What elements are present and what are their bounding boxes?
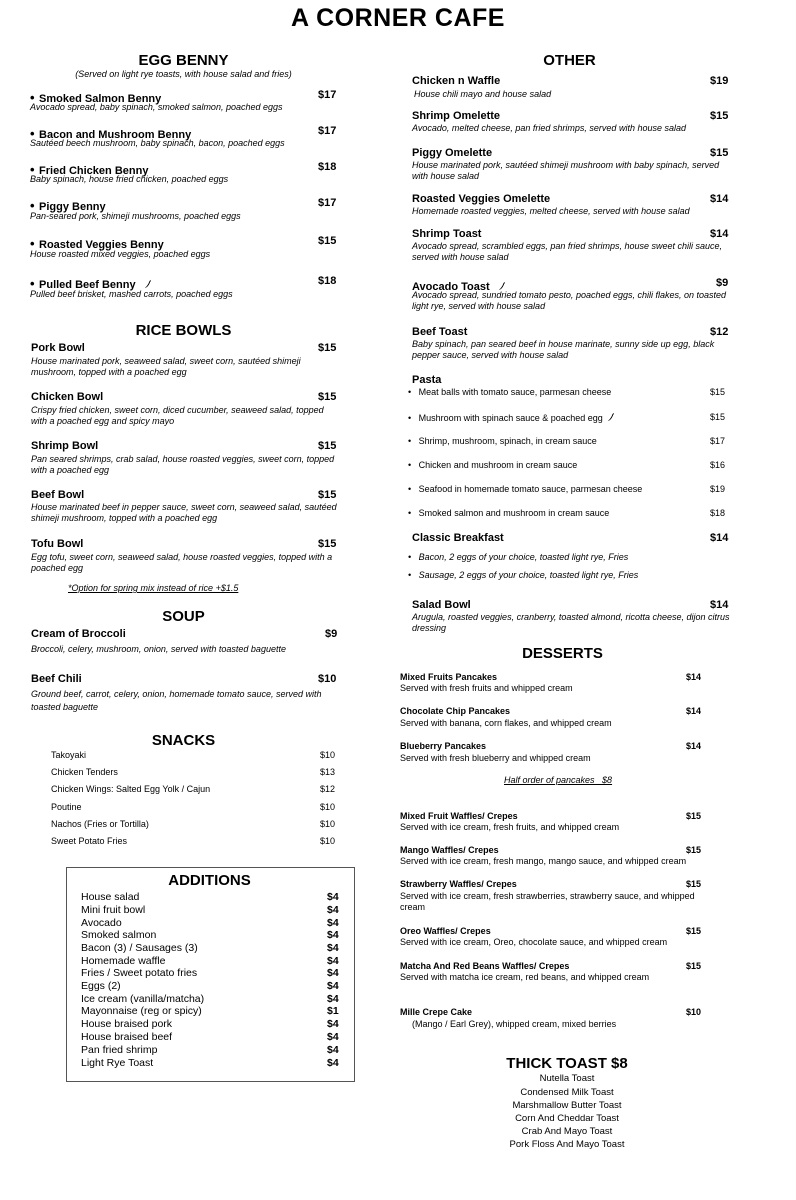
dessert-desc: Served with ice cream, Oreo, chocolate sauce, and whipped cream xyxy=(400,937,668,947)
toast-item: Corn And Cheddar Toast xyxy=(515,1113,619,1124)
dessert-desc: Served with ice cream, fresh mango, mango sauce, and whipped cream xyxy=(400,856,687,866)
snack-price: $10 xyxy=(320,819,336,829)
item-name: Beef Chili xyxy=(31,673,82,685)
item-desc: Egg tofu, sweet corn, seaweed salad, house roasted veggies, topped with a poached egg xyxy=(31,552,333,573)
item-desc: Pan-seared pork, shimeji mushrooms, poached eggs xyxy=(30,211,241,221)
pasta-name: Shrimp, mushroom, spinach, in cream sauce xyxy=(418,436,597,446)
bullet: • xyxy=(30,90,35,105)
addition-name: Light Rye Toast xyxy=(81,1057,154,1069)
item-name: Smoked Salmon Benny xyxy=(39,93,162,105)
item-name: Chicken n Waffle xyxy=(412,75,501,87)
soup-heading: SOUP xyxy=(162,608,205,625)
dessert-desc: (Mango / Earl Grey), whipped cream, mixed berries xyxy=(412,1019,617,1029)
item-desc: Pan seared shrimps, crab salad, house roasted veggies, sweet corn, topped with a poached egg xyxy=(31,454,335,475)
page-title: A CORNER CAFE xyxy=(291,4,505,32)
bullet: • xyxy=(408,387,412,397)
dessert-name: Mille Crepe Cake xyxy=(400,1007,473,1017)
item-name: Pulled Beef Benny xyxy=(39,279,136,291)
item-desc: Baby spinach, house fried chicken, poached eggs xyxy=(30,174,229,184)
addition-price: $4 xyxy=(327,929,339,941)
item-price: $15 xyxy=(710,110,729,122)
item-price: $15 xyxy=(318,538,337,550)
dessert-desc: Served with ice cream, fresh strawberries, strawberry sauce, and whipped cream xyxy=(400,891,695,912)
item-price: $12 xyxy=(710,326,729,338)
item-name: Roasted Veggies Benny xyxy=(39,239,164,251)
item-desc: Avocado, melted cheese, pan fried shrimps, served with house salad xyxy=(412,123,686,133)
addition-price: $4 xyxy=(327,942,339,954)
dessert-price: $15 xyxy=(686,879,702,889)
pasta-item xyxy=(408,484,642,494)
addition-price: $4 xyxy=(327,967,339,979)
addition-name: Ice cream (vanilla/matcha) xyxy=(81,993,205,1005)
snack-price: $12 xyxy=(320,784,336,794)
addition-price: $4 xyxy=(327,955,339,967)
addition-name: Homemade waffle xyxy=(81,955,166,967)
chili-pepper-icon xyxy=(607,412,616,422)
item-name: Shrimp Bowl xyxy=(31,440,99,452)
pasta-name: Mushroom with spinach sauce & poached egg xyxy=(418,413,603,423)
pasta-item xyxy=(408,508,609,518)
item-price: $19 xyxy=(710,75,729,87)
bullet: • xyxy=(408,460,412,470)
snack-name: Sweet Potato Fries xyxy=(51,836,128,846)
item-name: Pork Bowl xyxy=(31,342,85,354)
item-price: $17 xyxy=(318,125,337,137)
egg-benny-heading: EGG BENNY xyxy=(138,52,229,69)
bullet: • xyxy=(30,126,35,141)
item-price: $15 xyxy=(318,342,337,354)
dessert-name: Strawberry Waffles/ Crepes xyxy=(400,879,517,889)
dessert-name: Blueberry Pancakes xyxy=(400,741,487,751)
item-price: $15 xyxy=(318,391,337,403)
item-price: $18 xyxy=(318,275,337,287)
item-price: $17 xyxy=(318,197,337,209)
snacks-heading: SNACKS xyxy=(151,732,216,749)
dessert-price: $14 xyxy=(686,741,702,751)
bullet: • xyxy=(408,570,412,580)
snack-price: $10 xyxy=(320,750,336,760)
toast-item: Crab And Mayo Toast xyxy=(521,1126,613,1137)
rice-bowls-heading: RICE BOWLS xyxy=(135,322,232,339)
item-desc: Baby spinach, pan seared beef in house marinate, sunny side up egg, black pepper sauce, served with house salad xyxy=(412,339,715,360)
addition-price: $1 xyxy=(327,1005,339,1017)
item-price: $9 xyxy=(716,277,729,289)
snack-name: Takoyaki xyxy=(51,750,87,760)
addition-name: Smoked salmon xyxy=(81,929,157,941)
breakfast-option xyxy=(408,552,628,562)
dessert-price: $15 xyxy=(686,845,702,855)
bullet: • xyxy=(408,413,412,423)
item-desc: Pulled beef brisket, mashed carrots, poached eggs xyxy=(30,289,233,299)
item-desc: House marinated pork, sautéed shimeji mushroom with baby spinach, served with house salad xyxy=(412,160,720,181)
dessert-name: Mixed Fruits Pancakes xyxy=(400,672,498,682)
item-desc: Avocado spread, scrambled eggs, pan fried shrimps, house sweet chili sauce, served with house salad xyxy=(412,241,722,262)
addition-price: $4 xyxy=(327,1044,339,1056)
dessert-name: Mango Waffles/ Crepes xyxy=(400,845,499,855)
snack-price: $10 xyxy=(320,802,336,812)
toast-item: Condensed Milk Toast xyxy=(520,1087,614,1098)
item-desc: House chili mayo and house salad xyxy=(414,89,552,99)
dessert-desc: Served with matcha ice cream, red beans, and whipped cream xyxy=(400,972,650,982)
addition-name: Avocado xyxy=(81,917,122,929)
addition-price: $4 xyxy=(327,904,339,916)
snack-name: Poutine xyxy=(51,802,82,812)
item-price: $15 xyxy=(318,489,337,501)
pasta-name: Meat balls with tomato sauce, parmesan cheese xyxy=(418,387,612,397)
item-desc: Avocado spread, baby spinach, smoked salmon, poached eggs xyxy=(30,102,283,112)
item-name: Roasted Veggies Omelette xyxy=(412,193,551,205)
half-order-note: Half order of pancakes $8 xyxy=(504,775,613,785)
dessert-price: $14 xyxy=(686,672,702,682)
snack-name: Nachos (Fries or Tortilla) xyxy=(51,819,149,829)
bullet: • xyxy=(30,276,35,291)
addition-price: $4 xyxy=(327,980,339,992)
other-heading: OTHER xyxy=(543,52,596,69)
pasta-heading: Pasta xyxy=(412,374,442,386)
item-price: $14 xyxy=(710,193,729,205)
item-desc: House marinated beef in pepper sauce, sweet corn, seaweed salad, sautéed shimeji mushroom, topped with a poached egg xyxy=(31,502,337,523)
toast-item: Marshmallow Butter Toast xyxy=(512,1100,622,1111)
item-price: $9 xyxy=(325,628,338,640)
snack-name: Chicken Wings: Salted Egg Yolk / Cajun xyxy=(51,784,211,794)
dessert-desc: Served with fresh fruits and whipped cream xyxy=(400,683,573,693)
item-price: $18 xyxy=(318,161,337,173)
pasta-item xyxy=(408,460,577,470)
pasta-price: $16 xyxy=(710,460,726,470)
addition-price: $4 xyxy=(327,891,339,903)
bullet: • xyxy=(408,484,412,494)
addition-name: Pan fried shrimp xyxy=(81,1044,158,1056)
addition-name: House salad xyxy=(81,891,140,903)
item-price: $10 xyxy=(318,673,337,685)
addition-price: $4 xyxy=(327,1018,339,1030)
toast-item: Pork Floss And Mayo Toast xyxy=(509,1139,625,1150)
rice-option-note: *Option for spring mix instead of rice +$1.5 xyxy=(68,583,239,593)
additions-heading: ADDITIONS xyxy=(168,872,251,889)
item-name: Shrimp Omelette xyxy=(412,110,501,122)
addition-price: $4 xyxy=(327,993,339,1005)
pasta-name: Seafood in homemade tomato sauce, parmesan cheese xyxy=(418,484,643,494)
snack-price: $10 xyxy=(320,836,336,846)
item-name: Piggy Omelette xyxy=(412,147,493,159)
breakfast-option xyxy=(408,570,638,580)
thick-toast-heading: THICK TOAST $8 xyxy=(506,1055,628,1072)
addition-name: Bacon (3) / Sausages (3) xyxy=(81,942,198,954)
item-price: $15 xyxy=(318,235,337,247)
item-desc: Homemade roasted veggies, melted cheese, served with house salad xyxy=(412,206,690,216)
item-name: Salad Bowl xyxy=(412,599,471,611)
dessert-desc: Served with fresh blueberry and whipped cream xyxy=(400,753,591,763)
addition-price: $4 xyxy=(327,1031,339,1043)
item-name: Classic Breakfast xyxy=(412,532,504,544)
item-desc: Arugula, roasted veggies, cranberry, toasted almond, ricotta cheese, dijon citrus dressing xyxy=(412,612,730,633)
bullet: • xyxy=(408,436,412,446)
pasta-name: Smoked salmon and mushroom in cream sauce xyxy=(418,508,610,518)
pasta-item xyxy=(408,412,616,423)
snack-name: Chicken Tenders xyxy=(51,767,118,777)
bullet: • xyxy=(408,552,412,562)
item-price: $17 xyxy=(318,89,337,101)
snack-price: $13 xyxy=(320,767,336,777)
addition-name: Mayonnaise (reg or spicy) xyxy=(81,1005,202,1017)
addition-name: Eggs (2) xyxy=(81,980,121,992)
addition-name: Mini fruit bowl xyxy=(81,904,146,916)
addition-name: House braised beef xyxy=(81,1031,173,1043)
item-price: $14 xyxy=(710,228,729,240)
addition-name: House braised pork xyxy=(81,1018,173,1030)
item-name: Fried Chicken Benny xyxy=(39,165,149,177)
item-price: $15 xyxy=(710,147,729,159)
dessert-name: Mixed Fruit Waffles/ Crepes xyxy=(400,811,518,821)
dessert-price: $15 xyxy=(686,811,702,821)
dessert-desc: Served with banana, corn flakes, and whipped cream xyxy=(400,718,612,728)
dessert-name: Oreo Waffles/ Crepes xyxy=(400,926,491,936)
bullet: • xyxy=(30,198,35,213)
desserts-heading: DESSERTS xyxy=(522,645,603,662)
item-price: $15 xyxy=(318,440,337,452)
pasta-price: $15 xyxy=(710,412,726,422)
breakfast-option-text: Bacon, 2 eggs of your choice, toasted light rye, Fries xyxy=(418,552,629,562)
item-name: Piggy Benny xyxy=(39,201,106,213)
item-name: Shrimp Toast xyxy=(412,228,482,240)
item-desc: Broccoli, celery, mushroom, onion, served with toasted baguette xyxy=(31,644,286,654)
item-name: Chicken Bowl xyxy=(31,391,104,403)
pasta-name: Chicken and mushroom in cream sauce xyxy=(418,460,578,470)
pasta-price: $15 xyxy=(710,387,726,397)
item-price: $14 xyxy=(710,599,729,611)
item-name: Beef Bowl xyxy=(31,489,85,501)
item-desc: Avocado spread, sundried tomato pesto, poached eggs, chili flakes, on toasted light rye, served with house salad xyxy=(412,290,727,311)
egg-benny-note: (Served on light rye toasts, with house salad and fries) xyxy=(75,69,292,79)
dessert-price: $15 xyxy=(686,926,702,936)
item-desc: Ground beef, carrot, celery, onion, homemade tomato sauce, served with toasted baguette xyxy=(31,689,322,712)
item-name: Beef Toast xyxy=(412,326,468,338)
toast-item: Nutella Toast xyxy=(539,1073,595,1084)
pasta-item xyxy=(408,436,597,446)
pasta-price: $17 xyxy=(710,436,726,446)
dessert-desc: Served with ice cream, fresh fruits, and whipped cream xyxy=(400,822,620,832)
dessert-price: $10 xyxy=(686,1007,702,1017)
item-desc: Sautéed beech mushroom, baby spinach, bacon, poached eggs xyxy=(30,138,285,148)
item-desc: House roasted mixed veggies, poached eggs xyxy=(30,249,211,259)
item-name: Avocado Toast xyxy=(412,281,490,293)
bullet: • xyxy=(30,236,35,251)
pasta-price: $18 xyxy=(710,508,726,518)
bullet: • xyxy=(30,162,35,177)
item-desc: Crispy fried chicken, sweet corn, diced cucumber, seaweed salad, topped with a poached egg and spicy mayo xyxy=(31,405,324,426)
pasta-price: $19 xyxy=(710,484,726,494)
item-name: Cream of Broccoli xyxy=(31,628,126,640)
dessert-name: Chocolate Chip Pancakes xyxy=(400,706,511,716)
addition-price: $4 xyxy=(327,1057,339,1069)
item-name: Tofu Bowl xyxy=(31,538,84,550)
dessert-name: Matcha And Red Beans Waffles/ Crepes xyxy=(400,961,570,971)
addition-price: $4 xyxy=(327,917,339,929)
dessert-price: $14 xyxy=(686,706,702,716)
pasta-item xyxy=(408,387,611,397)
item-desc: House marinated pork, seaweed salad, sweet corn, sautéed shimeji mushroom, topped with a poached egg xyxy=(31,356,301,377)
addition-name: Fries / Sweet potato fries xyxy=(81,967,198,979)
breakfast-option-text: Sausage, 2 eggs of your choice, toasted light rye, Fries xyxy=(418,570,639,580)
chili-pepper-icon xyxy=(144,279,153,289)
item-name: Bacon and Mushroom Benny xyxy=(39,129,192,141)
item-price: $14 xyxy=(710,532,729,544)
bullet: • xyxy=(408,508,412,518)
dessert-price: $15 xyxy=(686,961,702,971)
